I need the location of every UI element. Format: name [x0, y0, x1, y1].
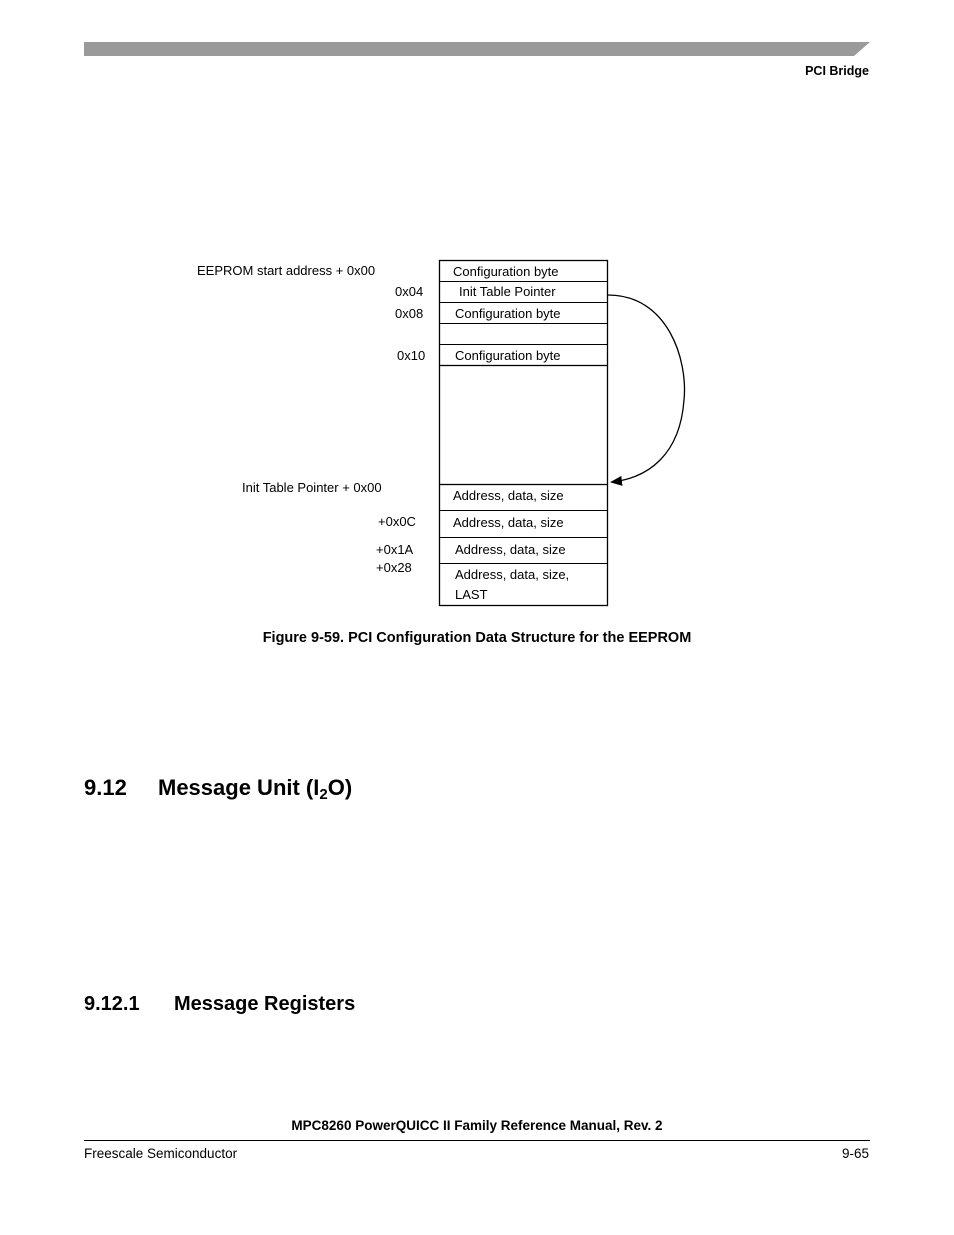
label-offset-0c: +0x0C	[378, 514, 416, 529]
subsection-title: Message Registers	[174, 993, 356, 1015]
label-offset-08: 0x08	[395, 306, 424, 321]
pointer-arrow	[608, 295, 684, 482]
label-eeprom-start: EEPROM start address + 0x00	[197, 263, 376, 278]
header-bar	[84, 42, 874, 56]
section-title-sub: 2	[319, 786, 328, 803]
footer-rule	[84, 1140, 870, 1141]
running-head: PCI Bridge	[805, 64, 869, 78]
label-offset-28: +0x28	[376, 560, 412, 575]
section-number: 9.12	[84, 775, 127, 800]
section-heading	[84, 775, 352, 801]
cell-address-data-size-0: Address, data, size	[453, 488, 564, 503]
label-offset-04: 0x04	[395, 284, 424, 299]
footer-page-number: 9-65	[841, 1146, 869, 1161]
subsection-number: 9.12.1	[84, 993, 140, 1015]
cell-config-byte-8: Configuration byte	[455, 306, 561, 321]
cell-init-table-pointer: Init Table Pointer	[459, 284, 556, 299]
label-offset-1a: +0x1A	[376, 542, 414, 557]
footer-manual-title: MPC8260 PowerQUICC II Family Reference Manual, Rev. 2	[291, 1118, 663, 1133]
cell-address-data-size-last-2: LAST	[455, 587, 488, 602]
cell-address-data-size-2: Address, data, size	[455, 542, 566, 557]
section-title-post: O)	[327, 775, 353, 800]
cell-address-data-size-1: Address, data, size	[453, 515, 564, 530]
cell-config-byte-10: Configuration byte	[455, 348, 561, 363]
section-title-pre: Message Unit (I	[158, 775, 320, 800]
cell-address-data-size-last-1: Address, data, size,	[455, 567, 570, 582]
cell-config-byte-0: Configuration byte	[453, 264, 559, 279]
footer-company: Freescale Semiconductor	[84, 1146, 238, 1161]
figure-caption: Figure 9-59. PCI Configuration Data Structure for the EEPROM	[262, 630, 692, 646]
label-init-table-start: Init Table Pointer + 0x00	[242, 480, 382, 495]
subsection-heading	[84, 993, 355, 1016]
label-offset-10: 0x10	[397, 348, 426, 363]
